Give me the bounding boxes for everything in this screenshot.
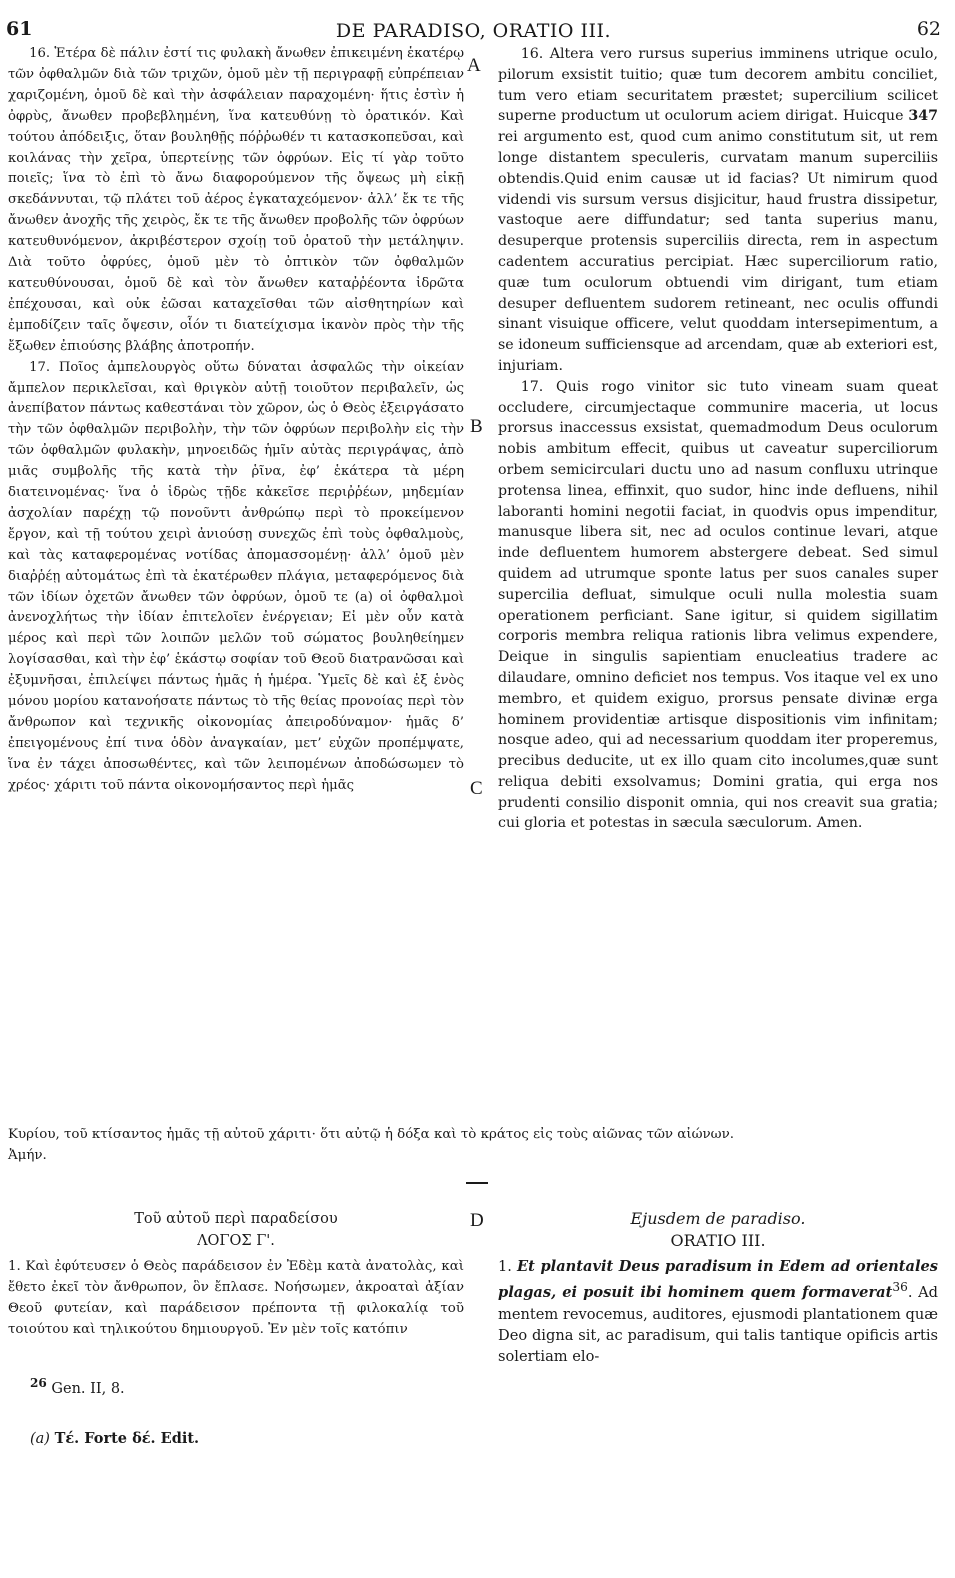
greek-column <box>8 44 464 1139</box>
latin-section-title <box>498 1208 938 1252</box>
footnote-1-text: Gen. II, 8. <box>51 1380 125 1397</box>
greek-title-line2: ΛΟΓΟΣ Γ'. <box>197 1233 275 1249</box>
latin-title-line1: Ejusdem de paradiso. <box>630 1209 806 1228</box>
latin-paragraph-16 <box>498 44 938 377</box>
footnote-2-label: (a) <box>30 1430 50 1447</box>
latin-title-line2: ORATIO III. <box>670 1231 766 1250</box>
latin-section-paragraph-1 <box>498 1256 938 1368</box>
greek-title-line1: Τοῦ αὐτοῦ περὶ παραδείσου <box>134 1211 338 1227</box>
footnote-1 <box>30 1372 199 1400</box>
latin-section-body <box>498 1256 938 1366</box>
greek-section-paragraph-1: 1. Καὶ ἐφύτευσεν ὁ Θεὸς παράδεισον ἐν Ἐδὲμ κατὰ ἀνατολὰς, καὶ ἔθετο ἐκεῖ τὸν ἄνθρωπον, ὃν ἔπλασε. Νοήσωμεν, ἀκροαταὶ ἀξίαν Θεοῦ φυτείαν, καὶ παράδεισον πρέποντα τῇ φιλοκαλίᾳ τοῦ τοιούτου καὶ τηλικούτου δημιουργοῦ. Ἐν μὲν τοῖς κατόπιν <box>8 1259 464 1337</box>
closing-doxology: Κυρίου, τοῦ κτίσαντος ἡμᾶς τῇ αὐτοῦ χάριτι· ὅτι αὐτῷ ἡ δόξα καὶ τὸ κράτος εἰς τοὺς αἰῶνας τῶν αἰώνων. <box>8 1127 734 1142</box>
margin-marker-a: A <box>467 55 481 76</box>
footnote-2 <box>30 1428 199 1450</box>
running-title: DE PARADISO, ORATIO III. <box>335 20 612 42</box>
margin-marker-c: C <box>470 778 483 799</box>
closing-line <box>8 1124 938 1166</box>
margin-marker-d: D <box>470 1210 484 1231</box>
latin-p1-number: 1. <box>498 1258 512 1275</box>
latin-column <box>498 44 938 1099</box>
latin-paragraph-16-b: rei argumento est, quod cum animo constitutum sit, ut rem longe distantem speculeris, curvatam manum superciliis obtendis.Quid enim causæ ut id facias? Ut nimirum quod videndi vis sursum versus disjicitur, haud frustra dissipetur, vastoque aere diffundatur; sed tanta superius manu, desuperque protensis superciliis directa, rem in aspectum cadentem accuratius percipiat. Hæc superciliorum ratio, quæ tum oculorum obtuendi vim dirigant, tum etiam desuper defluentem sudorem retineant, nec oculis offundi sinant visuique officere, velut quoddam intersepimentum, a se idoneum sufficiensque ad arcendam, quæ ab exteriori est, injuriam. <box>498 129 938 374</box>
footnote-1-number: 26 <box>30 1376 47 1390</box>
footnote-2-text: Τέ. Forte δέ. Edit. <box>54 1429 200 1447</box>
section-divider <box>466 1182 488 1184</box>
latin-paragraph-16-a: 16. Altera vero rursus superius imminens utrique oculo, pilorum exsistit tuitio; quæ tum decorem ambitu conciliet, tum vero etiam securitatem præstet; supercilium scilicet superne productum ut oculorum aciem dirigat. Huicque <box>498 46 938 125</box>
latin-paragraph-17: 17. Quis rogo vinitor sic tuto vineam suam queat occludere, circumjectaque communire maceria, ut locus prorsus inaccessus exsistat, quemadmodum Deus oculorum nobis ambitum effecit, quibus ut caveatur superciliorum orbem semicirculari ductu uno ad nasum confluxu utrinque protensa linea, effinxit, quo sudor, hinc inde defluens, nihil laboranti homini negotii faciat, in quodvis opus impenditur, manusque libera sit, nec ad oculos continue levari, atque inde defluentem humorem abstergere debeat. Sed simul quidem ad utrumque sponte latus per suos canales super supercilia defluat, simulque oculi nulla molestia suam operationem perficiant. Sane igitur, si quidem sigillatim corporis membra reliqua rationis libra velimus expendere, Deique in singulis sapientiam enucleatius tradere ac dilaudare, omnino deficiet nos tempus. Vos itaque vel ex uno membro, et quidem exiguo, prorsus pensate divinæ erga hominem providentiæ artisque dispositionis vim infinitam; nosque adeo, qui ad necessarium quoddam iter properemus, precibus deducite, ut ex illo quam cito incolumes,quæ sunt reliqua debiti exsolvamus; Domini gratia, qui erga nos prudenti consilio disponit omnia, qui nos creavit sua gratia; cui gloria et potestas in sæcula sæculorum. Amen. <box>498 378 938 832</box>
margin-marker-b: B <box>470 416 483 437</box>
page-number-right: 62 <box>916 18 941 40</box>
latin-p1-rest: . Ad mentem revocemus, auditores, ejusmodi plantationem quæ Deo digna sit, ac paradisum, qui talis tantique opificis artis solertiam elo- <box>498 1284 938 1366</box>
greek-section-body <box>8 1256 464 1356</box>
footnotes <box>30 1372 199 1478</box>
greek-paragraph-16: 16. Ἑτέρα δὲ πάλιν ἐστί τις φυλακὴ ἄνωθεν ἐπικειμένη ἑκατέρῳ τῶν ὀφθαλμῶν διὰ τῶν τριχῶν, ὁμοῦ μὲν τῇ περιγραφῇ εὐπρέπειαν χαριζομένη, ὁμοῦ δὲ καὶ τὴν ἀσφάλειαν παραχομένη· ἥτις ἐστὶν ἡ ὀφρὺς, ἄνωθεν προβεβλημένη, ἵνα κατευθύνῃ τὸ ὁρατικόν. Καὶ τούτου ἀπόδειξις, ὅταν βουληθῇς πόῤῥωθέν τι κατασκοπεῦσαι, καὶ κοιλάνας τὴν χεῖρα, ὑπερτείνῃς τῶν ὀφρύων. Εἰς τί γὰρ τοῦτο ποιεῖς; ἵνα τὸ ἐπὶ τὸ ἄνω διαφορούμενον τῆς ὄψεως μὴ εἰκῇ σκεδάννυται, τῷ πλάτει τοῦ ἀέρος ἐγκαταχεόμενον· ἀλλ’ ἔκ τε τῆς ἄνωθεν ἀνοχῆς τῆς χειρὸς, ἔκ τε τῆς ἄνωθεν προβολῆς τῶν ὀφρύων κατευθυνόμενον, ἀκριβέστερον σχοίῃ τοῦ ὁρατοῦ τὴν μετάληψιν. Διὰ τοῦτο ὀφρύες, ὁμοῦ μὲν τὸ ὀπτικὸν τῶν ὀφθαλμῶν κατευθύνουσαι, ὁμοῦ δὲ καὶ τὸν ἄνωθεν καταῤῥέοντα ἱδρῶτα ἐπέχουσαι, καὶ οὐκ ἐῶσαι καταχεῖσθαι τῶν αἰσθητηρίων καὶ ἐμποδίζειν ταῖς ὄψεσιν, οἷόν τι διατείχισμα ἱκανὸν πρὸς τὴν τῆς ἔξωθεν ἐπιούσης βλάβης ἀποτροπήν. <box>8 46 464 354</box>
footnote-ref-36: 36 <box>892 1280 908 1295</box>
closing-amen: Ἀμήν. <box>8 1148 47 1163</box>
column-number-347: 347 <box>908 108 938 125</box>
greek-section-title <box>8 1208 464 1252</box>
page-number-left: 61 <box>6 18 33 40</box>
latin-p1-scripture: Et plantavit Deus paradisum in Edem ad orientales plagas, ei posuit ibi hominem quem formaverat <box>498 1258 938 1302</box>
greek-paragraph-17: 17. Ποῖος ἀμπελουργὸς οὕτω δύναται ἀσφαλῶς τὴν οἰκείαν ἄμπελον περικλεῖσαι, καὶ θριγκὸν αὐτῇ τοιοῦτον περιβαλεῖν, ὡς ἀνεπίβατον πάντως καθεστάναι τὸν χῶρον, ὡς ὁ Θεὸς ἐξειργάσατο τὴν τῶν ὀφθαλμῶν περιβολὴν, τὴν τῶν ὀφρύων περιβολὴν εἰς τὴν τῶν ὀφθαλμῶν φυλακὴν, μηνοειδῶς ἡμῖν αὐτὰς περιγράψας, ἀπὸ μιᾶς συμβολῆς τῆς κατὰ τὴν ῥῖνα, ἐφ’ ἑκάτερα τὰ μέρη διατεινομένας· ἵνα ὁ ἱδρὼς τῇδε κἀκεῖσε περιῤῥέων, μηδεμίαν ἀσχολίαν παρέχῃ τῷ πονοῦντι ἀνθρώπῳ περὶ τὸ προκείμενον ἔργον, καὶ τῇ τούτου χειρὶ ἀνιούσῃ συνεχῶς ἐπὶ τοὺς ὀφθαλμοὺς, καὶ τὰς καταφερομένας νοτίδας ἀπομασσομένῃ· ἀλλ’ ὁμοῦ μὲν διαῤῥέῃ αὐτομάτως ἐπὶ τὰ ἑκατέρωθεν πλάγια, μεταφερόμενος διὰ τῶν ἰδίων ὀχετῶν ἄνωθεν τῶν ὀφρύων, ὁμοῦ τε (a) οἱ ὀφθαλμοὶ ἀνενοχλήτως τὴν ἰδίαν ἐπιτελοῖεν ἐνέργειαν; Εἰ μὲν οὖν κατὰ μέρος καὶ περὶ τῶν λοιπῶν μελῶν τοῦ σώματος βουληθείημεν λογίσασθαι, καὶ τὴν ἐφ’ ἑκάστῳ σοφίαν τοῦ Θεοῦ διατρανῶσαι καὶ ἐξυμνῆσαι, ἐπιλείψει πάντως ἡμᾶς ἡ ἡμέρα. Ὑμεῖς δὲ καὶ ἐξ ἑνὸς μόνου μορίου κατανοήσατε πάντως τὸ τῆς θείας προνοίας περὶ τὸν ἄνθρωπον καὶ τεχνικῆς οἰκονομίας ἀπειροδύναμον· ἡμᾶς δ’ ἐπειγομένους ἐπί τινα ὁδὸν ἀναγκαίαν, μετ’ εὐχῶν προπέμψατε, ἵνα ἐν τάχει ἀποσωθέντες, καὶ τῶν λειπομένων ἀποδώσωμεν τὸ χρέος· χάριτι τοῦ πάντα οἰκονομήσαντος περὶ ἡμᾶς <box>8 359 464 793</box>
